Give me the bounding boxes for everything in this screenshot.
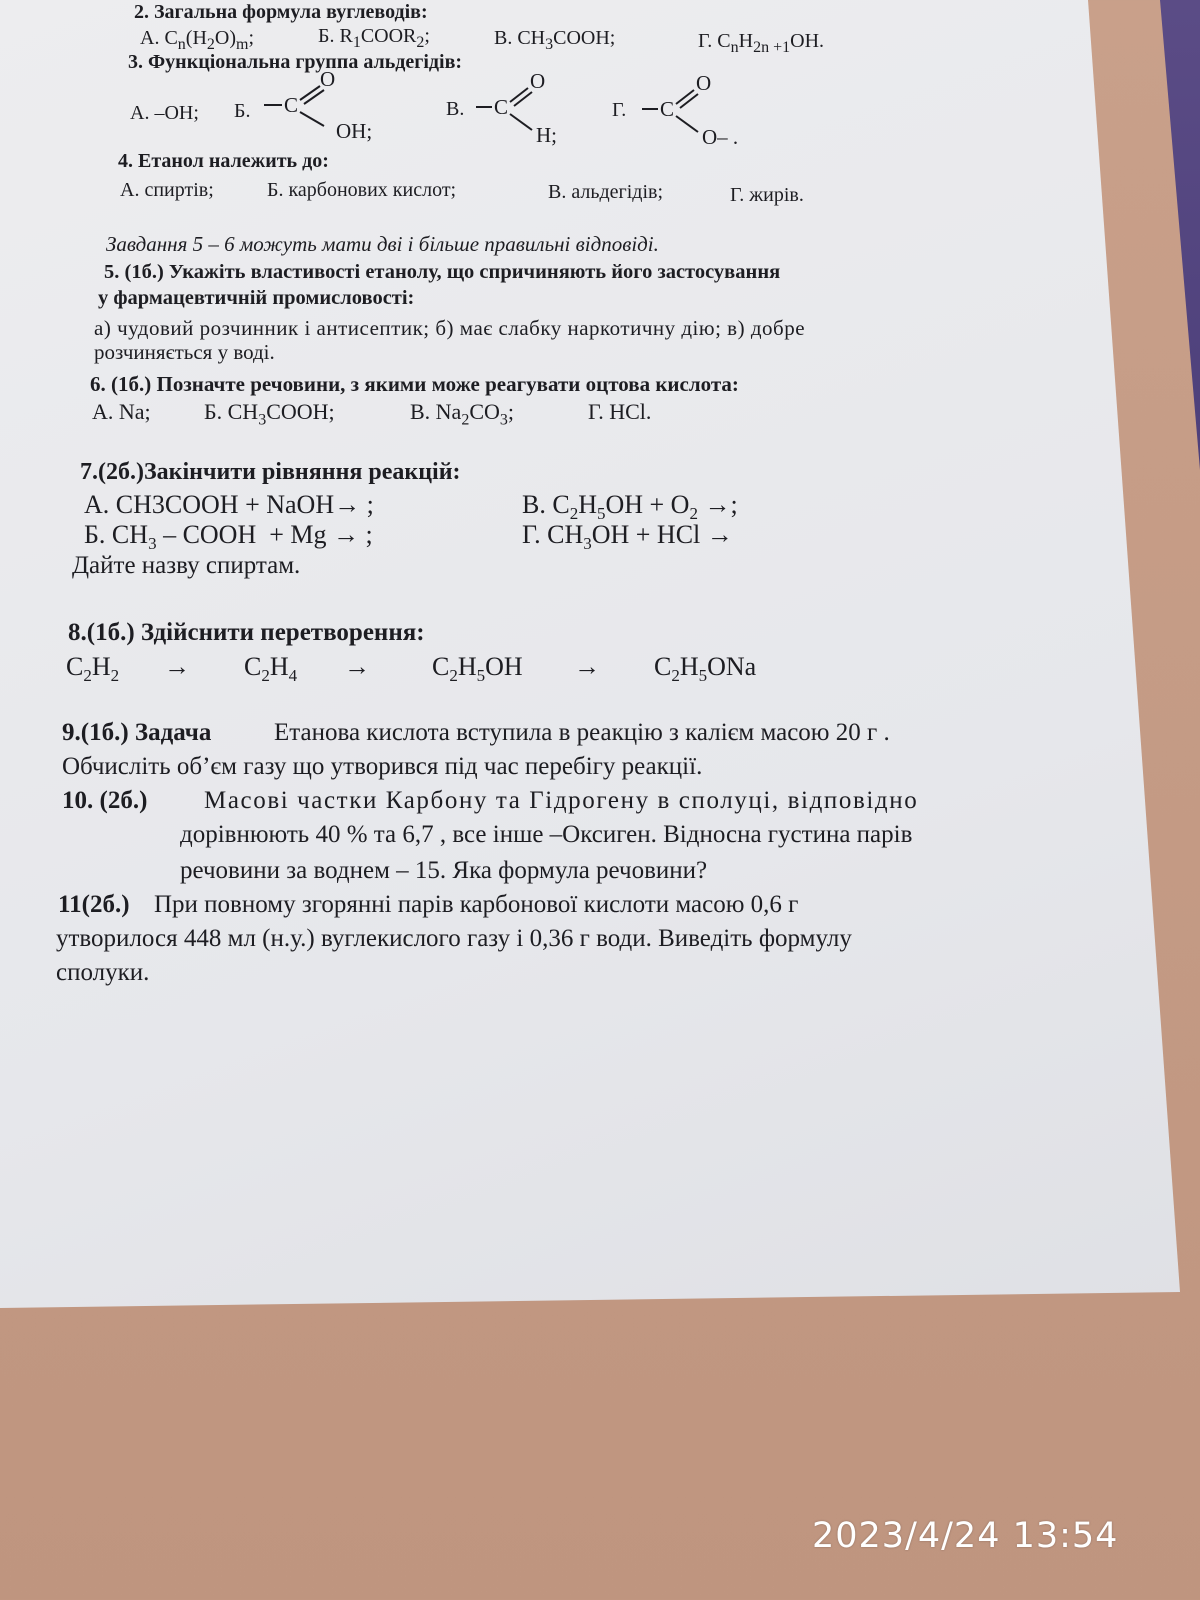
q11-text-line3: сполуки. <box>56 959 150 986</box>
q4-title: 4. Етанол належить до: <box>118 150 329 172</box>
svg-text:C: C <box>494 95 509 119</box>
q11-label: 11(2б.) <box>58 891 130 918</box>
q8-arrow-3: → <box>574 652 600 681</box>
q8-c2h5oh: $C_2H_5OH$ <box>432 652 523 686</box>
q7-reaction-g: Г. $CH_3OH$ + HCl → <box>522 520 733 554</box>
q8-arrow-1: → <box>164 652 190 681</box>
q5-text-line1: а) чудовий розчинник і антисептик; б) має слабку наркотичну дію; в) добре <box>94 316 806 340</box>
q3-g-bottom: O– . <box>702 125 739 149</box>
q3-g-top: O <box>696 71 712 95</box>
q6-title: 6. (1б.) Позначте речовини, з якими може реагувати оцтова кислота: <box>90 372 739 396</box>
q8-arrow-2: → <box>344 652 370 681</box>
q10-text-line3: речовини за воднем – 15. Яка формула речовини? <box>180 857 708 884</box>
q9-text-line1: Етанова кислота вступила в реакцію з калієм масою 20 г . <box>274 719 890 746</box>
q5-text-line2: розчиняється у воді. <box>94 340 275 364</box>
q10-text-line2: дорівнюють 40 % та 6,7 , все інше –Оксиген. Відносна густина парів <box>180 821 913 848</box>
q11-text-line1: При повному згорянні парів карбонової кислоти масою 0,6 г <box>154 891 799 918</box>
q2-option-a: А. $C_n(H_2O)_m$; <box>140 27 255 53</box>
q2-option-g: Г. $C_nH_{2n +1}OH$. <box>698 30 825 56</box>
q3-structure-b <box>264 67 394 144</box>
q7-reaction-b: Б. $CH_3$ – COOH + Mg → ; <box>84 520 373 554</box>
q3-structure-g <box>642 71 772 149</box>
q3-b-top: O <box>320 67 336 91</box>
q6-option-a: А. Na; <box>92 399 151 424</box>
q7-note: Дайте назву спиртам. <box>72 552 301 579</box>
q4-option-v: В. альдегідів; <box>548 181 664 203</box>
q5-title-line1: 5. (1б.) Укажіть властивості етанолу, що спричиняють його застосування <box>104 261 781 283</box>
q2-option-v: В. $CH_3COOH$; <box>494 27 616 53</box>
q7-reaction-a: А. CH3COOH + NaOH→ ; <box>84 490 374 519</box>
q8-c2h5ona: $C_2H_5ONa$ <box>654 652 757 686</box>
q2-option-b: Б. $R_1COOR_2$; <box>318 25 430 51</box>
q9-text-line2: Обчисліть об’єм газу що утворився під час перебігу реакції. <box>62 753 703 780</box>
q7-reaction-v: В. $C_2H_5OH + O_2$ →; <box>522 490 738 524</box>
q9-label: 9.(1б.) Задача <box>62 719 212 746</box>
q3-option-b-label: Б. <box>234 100 251 122</box>
q4-option-b: Б. карбонових кислот; <box>267 179 457 201</box>
q3-b-bottom: OH; <box>336 119 373 143</box>
q3-structure-v <box>476 69 586 147</box>
q3-option-v-label: В. <box>446 98 465 120</box>
svg-text:C: C <box>284 93 299 117</box>
q8-c2h4: $C_2H_4$ <box>244 652 298 686</box>
q6-option-b: Б. $CH_3COOH$; <box>204 399 335 429</box>
q8-c2h2: $C_2H_2$ <box>66 652 120 686</box>
q10-text-line1: Масові частки Карбону та Гідрогену в сполуці, відповідно <box>204 787 919 814</box>
q4-option-g: Г. жирів. <box>730 184 804 206</box>
binder-edge <box>1120 0 1200 560</box>
q11-text-line2: утворилося 448 мл (н.у.) вуглекислого газу і 0,36 г води. Виведіть формулу <box>56 925 852 952</box>
q7-title: 7.(2б.)Закінчити рівняння реакцій: <box>80 459 461 485</box>
q2-title: 2. Загальна формула вуглеводів: <box>134 1 428 23</box>
multi-answer-note: Завдання 5 – 6 можуть мати дві і більше правильні відповіді. <box>106 232 659 256</box>
photo-timestamp: 2023/4/24 13:54 <box>812 1516 1119 1556</box>
q4-option-a: А. спиртів; <box>120 179 214 201</box>
q5-title-line2: у фармацевтичній промисловості: <box>98 287 415 309</box>
q3-v-bottom: H; <box>536 123 557 147</box>
q3-option-a: А. –OH; <box>130 102 199 124</box>
q10-label: 10. (2б.) <box>62 787 148 814</box>
q8-title: 8.(1б.) Здійснити перетворення: <box>68 619 425 646</box>
q3-title: 3. Функціональна группа альдегідів: <box>128 51 463 73</box>
q6-option-v: В. $Na_2CO_3$; <box>410 399 515 429</box>
q3-option-g-label: Г. <box>612 99 627 121</box>
q3-v-top: O <box>530 69 546 93</box>
svg-text:C: C <box>660 97 675 121</box>
q6-option-g: Г. HCl. <box>588 399 652 424</box>
